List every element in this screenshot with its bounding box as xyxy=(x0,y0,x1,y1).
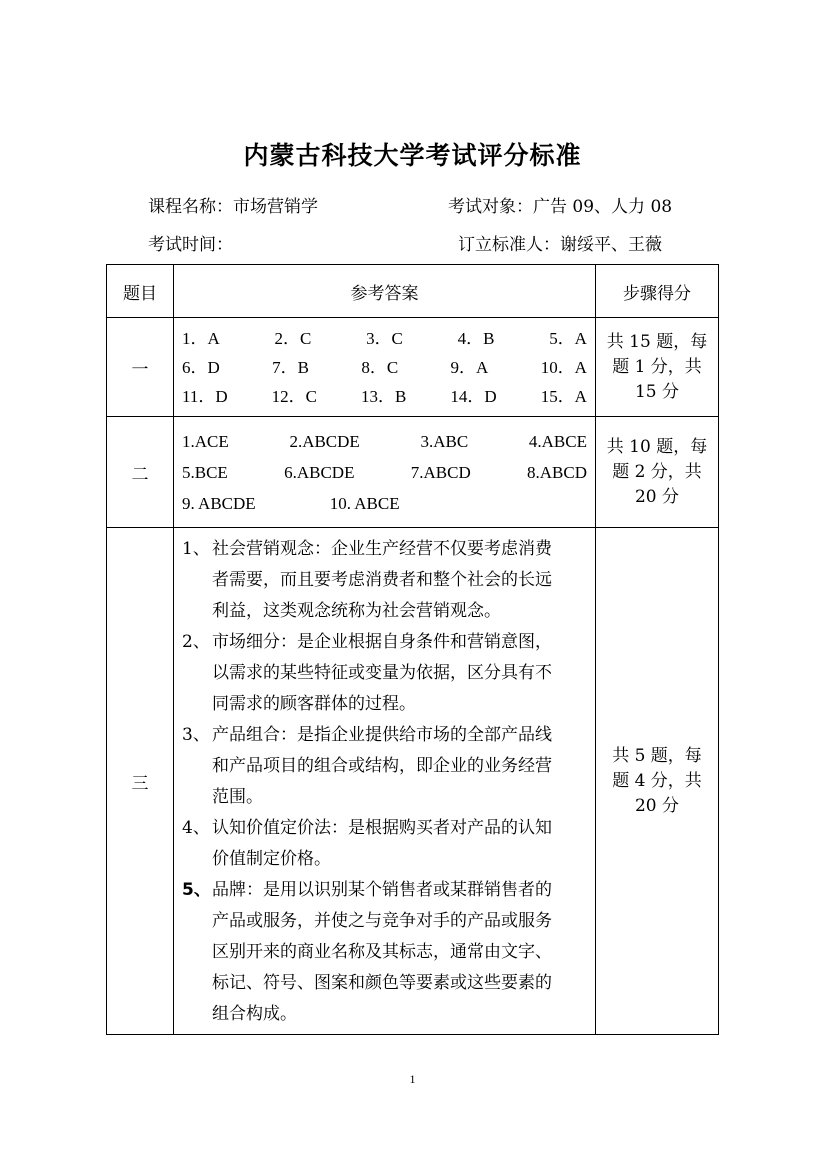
answer-item: 7.ABCD xyxy=(410,462,471,482)
answer-line xyxy=(182,457,587,488)
answer-item: 5．A xyxy=(549,328,587,348)
definition-line: 者需要，而且要考虑消费者和整个社会的长远 xyxy=(212,570,552,590)
answer-item: 8.ABCD xyxy=(527,462,587,482)
table-header-row xyxy=(107,265,719,318)
score-cell xyxy=(596,318,719,417)
definition-item xyxy=(182,813,587,875)
definition-line: 价值制定价格。 xyxy=(212,849,331,869)
answer-item: 10．A xyxy=(540,357,587,377)
answer-item: 2．C xyxy=(274,328,312,348)
header-question: 题目 xyxy=(107,265,174,318)
answer-item: 2.ABCDE xyxy=(289,431,360,451)
definition-line: 社会营销观念：企业生产经营不仅要考虑消费 xyxy=(212,539,552,559)
answer-line xyxy=(182,488,587,519)
exam-target: 考试对象：广告 09、人力 08 xyxy=(448,197,673,217)
answer-line xyxy=(182,426,587,457)
answer-item: 9．A xyxy=(450,357,489,377)
table-row xyxy=(107,417,719,528)
definition-item xyxy=(182,720,587,813)
section-label: 二 xyxy=(107,417,174,528)
answer-item: 1.ACE xyxy=(182,431,229,451)
header-score: 步骤得分 xyxy=(596,265,719,318)
answer-cell xyxy=(174,318,596,417)
page-number: 1 xyxy=(409,1072,416,1086)
definition-line: 利益，这类观念统称为社会营销观念。 xyxy=(212,601,501,621)
answer-item: 7．B xyxy=(272,357,309,377)
grading-table xyxy=(106,264,719,1035)
score-line: 15 分 xyxy=(634,381,680,402)
answer-item: 14．D xyxy=(450,386,497,406)
definition-line: 市场细分：是企业根据自身条件和营销意图， xyxy=(212,632,552,652)
course-name: 课程名称：市场营销学 xyxy=(148,197,318,217)
definition-line: 产品或服务，并使之与竞争对手的产品或服务 xyxy=(212,911,552,931)
score-line: 题 2 分，共 xyxy=(612,461,702,482)
definition-line: 组合构成。 xyxy=(212,1004,297,1024)
answer-item: 5.BCE xyxy=(182,462,228,482)
answer-item: 1．A xyxy=(182,328,220,348)
page-title: 内蒙古科技大学考试评分标准 xyxy=(243,141,582,170)
definition-number: 1、 xyxy=(182,539,210,559)
answer-item: 8．C xyxy=(361,357,399,377)
definition-line: 标记、符号、图案和颜色等要素或这些要素的 xyxy=(212,973,552,993)
answer-cell xyxy=(174,417,596,528)
definition-line: 品牌：是用以识别某个销售者或某群销售者的 xyxy=(212,880,552,900)
answer-line xyxy=(182,324,587,353)
answer-item: 9. ABCDE xyxy=(182,493,256,513)
score-cell xyxy=(596,417,719,528)
definition-line: 产品组合：是指企业提供给市场的全部产品线 xyxy=(212,725,552,745)
section-label: 三 xyxy=(107,528,174,1035)
score-line: 20 分 xyxy=(634,795,680,816)
definition-line: 以需求的某些特征或变量为依据，区分具有不 xyxy=(212,663,552,683)
definitions-cell xyxy=(174,528,596,1035)
table-row xyxy=(107,318,719,417)
exam-time: 考试时间： xyxy=(148,235,233,255)
definition-line: 认知价值定价法：是根据购买者对产品的认知 xyxy=(212,818,552,838)
definition-number: 3、 xyxy=(182,725,210,745)
answer-item: 3.ABC xyxy=(420,431,469,451)
definition-line: 和产品项目的组合或结构，即企业的业务经营 xyxy=(212,756,552,776)
answer-item: 4.ABCE xyxy=(528,431,587,451)
score-line: 20 分 xyxy=(634,486,680,507)
definition-item xyxy=(182,534,587,627)
answer-item: 6．D xyxy=(182,357,220,377)
answer-item: 3．C xyxy=(366,328,403,348)
definition-item xyxy=(182,627,587,720)
section-label: 一 xyxy=(107,318,174,417)
definition-number: 4、 xyxy=(182,818,210,838)
standard-author: 订立标准人：谢绥平、王薇 xyxy=(458,235,662,255)
score-line: 共 10 题，每 xyxy=(606,436,708,457)
definition-number: 5、 xyxy=(182,880,211,900)
score-line: 共 5 题，每 xyxy=(612,745,702,766)
score-line: 题 4 分，共 xyxy=(612,770,702,791)
answer-item: 6.ABCDE xyxy=(284,462,355,482)
score-line: 共 15 题，每 xyxy=(606,331,708,352)
score-cell xyxy=(596,528,719,1035)
definition-line: 同需求的顾客群体的过程。 xyxy=(212,694,416,714)
answer-line xyxy=(182,382,587,411)
answer-line xyxy=(182,353,587,382)
definition-number: 2、 xyxy=(182,632,210,652)
definition-line: 区别开来的商业名称及其标志，通常由文字、 xyxy=(212,942,552,962)
score-line: 题 1 分，共 xyxy=(612,356,702,377)
header-answer: 参考答案 xyxy=(174,265,596,318)
answer-item: 4．B xyxy=(457,328,495,348)
definition-item xyxy=(182,875,587,1030)
answer-item: 12．C xyxy=(271,386,318,406)
definition-line: 范围。 xyxy=(212,787,263,807)
table-row xyxy=(107,528,719,1035)
answer-item: 13．B xyxy=(361,386,407,406)
answer-item: 11．D xyxy=(182,386,228,406)
answer-item: 10. ABCE xyxy=(329,493,400,513)
answer-item: 15．A xyxy=(540,386,587,406)
